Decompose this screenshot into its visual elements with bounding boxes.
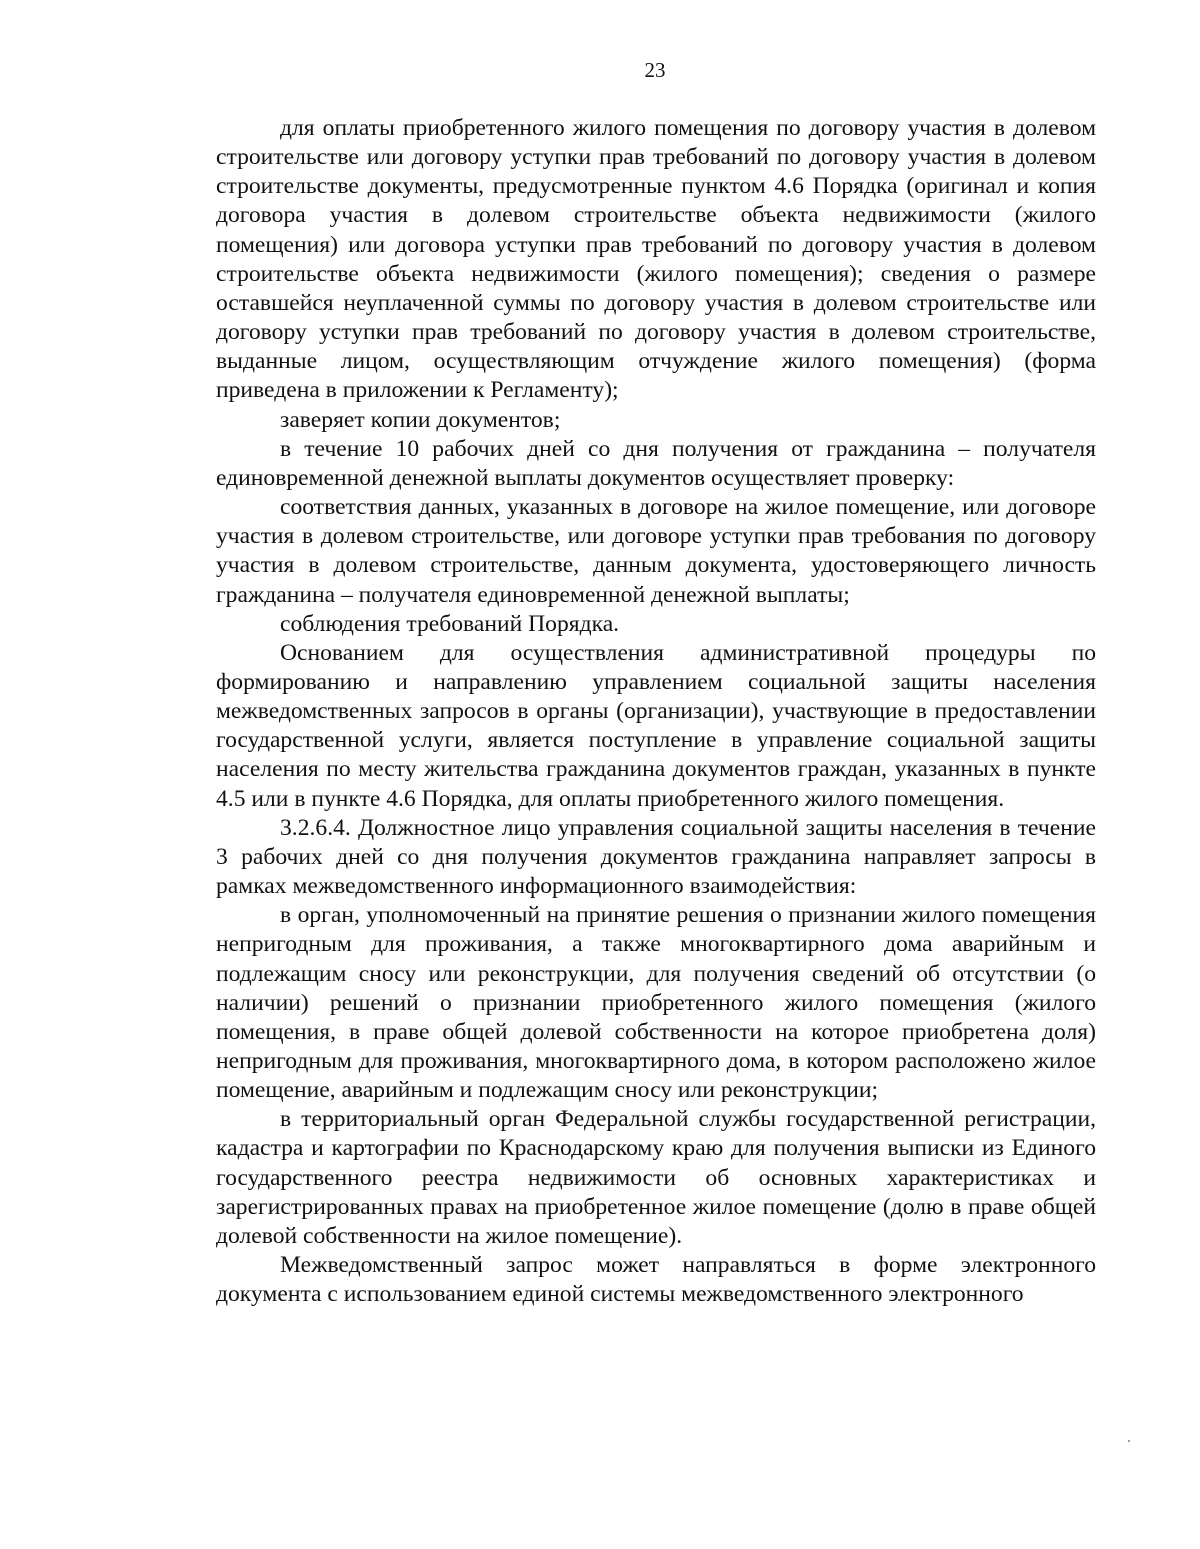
scan-speck <box>1128 1440 1130 1442</box>
paragraph-certifies-copies: заверяет копии документов; <box>280 406 561 433</box>
paragraph-grounds-for-procedure: Основанием для осуществления административной процедуры по формированию и направлению управлением социальной защиты населения межведомственных запросов в органы (организации), участвующие в предоставлении государственной услуги, является поступление в управление социальной защиты населения по месту жительства гражданина документов граждан, указанных в пункте 4.5 или в пункте 4.6 Порядка, для оплаты приобретенного жилого помещения. <box>216 639 1096 812</box>
paragraph-request-to-registration-service: в территориальный орган Федеральной службы государственной регистрации, кадастра и картографии по Краснодарскому краю для получения выписки из Единого государственного реестра недвижимости об основных характеристиках и зарегистрированных правах на приобретенное жилое помещение (долю в праве общей долевой собственности на жилое помещение). <box>216 1106 1096 1249</box>
paragraph-verification-period: в течение 10 рабочих дней со дня получения от гражданина – получателя единовременной денежной выплаты документов осуществляет проверку: <box>216 435 1096 491</box>
document-body <box>216 114 1096 1309</box>
paragraph-procedure-requirements: соблюдения требований Порядка. <box>280 610 620 637</box>
paragraph-data-compliance: соответствия данных, указанных в договоре на жилое помещение, или договоре участия в долевом строительстве, или договоре уступки прав требования по договору участия в долевом строительстве, данным документа, удостоверяющего личность гражданина – получателя единовременной денежной выплаты; <box>216 494 1096 608</box>
paragraph-request-to-housing-authority: в орган, уполномоченный на принятие решения о признании жилого помещения непригодным для проживания, а также многоквартирного дома аварийным и подлежащим сносу или реконструкции, для получения сведений об отсутствии (о наличии) решений о признании приобретенного жилого помещения (жилого помещения, в праве общей долевой собственности на которое приобретена доля) непригодным для проживания, многоквартирного дома, в котором расположено жилое помещение, аварийным и подлежащим сносу или реконструкции; <box>216 902 1096 1104</box>
page-number: 23 <box>644 58 666 82</box>
paragraph-3-2-6-4: 3.2.6.4. Должностное лицо управления социальной защиты населения в течение 3 рабочих дней со дня получения документов гражданина направляет запросы в рамках межведомственного информационного взаимодействия: <box>216 814 1096 900</box>
paragraph-documents-for-payment: для оплаты приобретенного жилого помещения по договору участия в долевом строительстве или договору уступки прав требований по договору участия в долевом строительстве документы, предусмотренные пунктом 4.6 Порядка (оригинал и копия договора участия в долевом строительстве объекта недвижимости (жилого помещения) или договора уступки прав требований по договору участия в долевом строительстве объекта недвижимости (жилого помещения); сведения о размере оставшейся неуплаченной суммы по договору участия в долевом строительстве или договору уступки прав требований по договору участия в долевом строительстве, выданные лицом, осуществляющим отчуждение жилого помещения) (форма приведена в приложении к Регламенту); <box>216 115 1096 404</box>
paragraph-electronic-request: Межведомственный запрос может направляться в форме электронного документа с использованием единой системы межведомственного электронного <box>216 1252 1096 1308</box>
